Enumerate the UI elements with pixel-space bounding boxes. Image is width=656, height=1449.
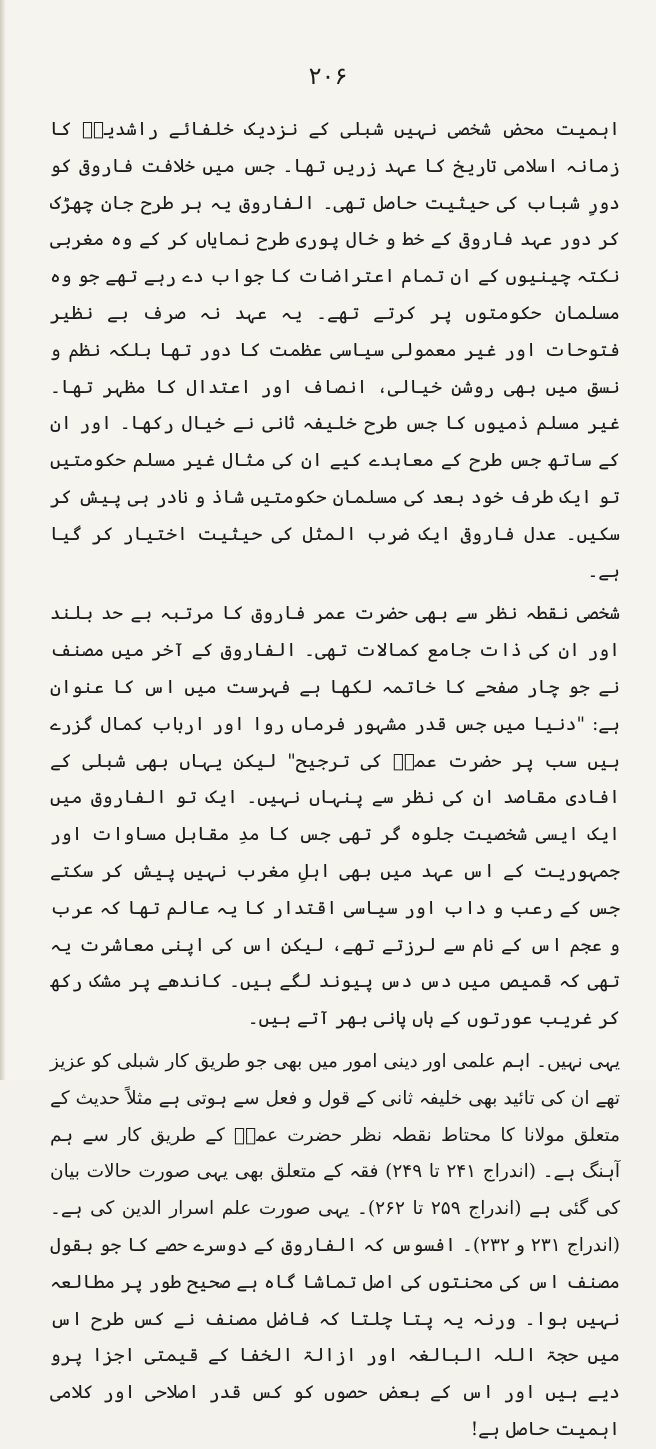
page-edge-shadow <box>0 0 6 1080</box>
paragraph-3: یہی نہیں۔ اہم علمی اور دینی امور میں بھی جو طریق کار شبلی کو عزیز تھے ان کی تائید بھی خلیفہ ثانی کے قول و فعل سے ہوتی ہے مثلاً حدیث کے متعلق مولانا کا محتاط نقطہ نظر حضرت عمرؓ کے طریق کار سے ہم آہنگ ہے۔ (اندراج ۲۴۱ تا ۲۴۹) فقہ کے متعلق بھی یہی صورت حالات بیان کی گئی ہے (اندراج ۲۵۹ تا ۲۶۲)۔ یہی صورت علم اسرار الدین کی ہے۔ (اندراج ۲۳۱ و ۲۳۲)۔ افسوس کہ الفاروق کے دوسرے حصے کا جو بقول مصنف اس کی محنتوں کی اصل تماشا گاہ ہے صحیح طور پر مطالعہ نہیں ہوا۔ ورنہ یہ پتا چلتا کہ فاضل مصنف نے کس طرح اس میں حجۃ اللہ البالغہ اور ازالۃ الخفا کے قیمتی اجزا پرو دیے ہیں اور اس کے بعض حصوں کو کس قدر اصلاحی اور کلامی اہمیت حاصل ہے! <box>50 1050 621 1440</box>
body-text <box>50 112 620 1449</box>
paragraph-2: شخصی نقطہ نظر سے بھی حضرت عمر فاروق کا مرتبہ بے حد بلند اور ان کی ذات جامع کمالات تھی۔ الفاروق کے آخر میں مصنف نے جو چار صفحے کا خاتمہ لکھا ہے فہرست میں اس کا عنوان ہے: "دنیا میں جس قدر مشہور فرماں روا اور ارباب کمال گزرے ہیں سب پر حضرت عمرؓ کی ترجیح" لیکن یہاں بھی شبلی کے افادی مقاصد ان کی نظر سے پنہاں نہیں۔ ایک تو الفاروق میں ایک ایسی شخصیت جلوہ گر تھی جس کا مدِ مقابل مساوات اور جمہوریت کے اس عہد میں بھی اہلِ مغرب نہیں پیش کر سکتے جس کے رعب و داب اور سیاسی اقتدار کا یہ عالم تھا کہ عرب و عجم اس کے نام سے لرزتے تھے، لیکن اس کی اپنی معاشرت یہ تھی کہ قمیص میں دس دس پیوند لگے ہیں۔ کاندھے پر مشک رکھ کر غریب عورتوں کے ہاں پانی بھر آتے ہیں۔ <box>50 603 620 1030</box>
page-number: ۲۰۶ <box>308 62 348 90</box>
paragraph-1: اہمیت محض شخصی نہیں شبلی کے نزدیک خلفائے راشدینؓ کا زمانہ اسلامی تاریخ کا عہد زریں تھا۔ جس میں خلافت فاروقی کو دورِ شباب کی حیثیت حاصل تھی۔ الفاروق یہ ہر طرح جان چھڑک کر دور عہد فاروقی کے خط و خال پوری طرح نمایاں کر کے وہ مغربی نکتہ چینیوں کے ان تمام اعتراضات کا جواب دے رہے تھے جو وہ مسلمان حکومتوں پر کرتے تھے۔ یہ عہد نہ صرف بے نظیر فتوحات اور غیر معمولی سیاسی عظمت کا دور تھا بلکہ نظم و نسق میں بھی روشن خیالی، انصاف اور اعتدال کا مظہر تھا۔ غیر مسلم ذمیوں کا جس طرح خلیفہ ثانی نے خیال رکھا۔ اور ان کے ساتھ جس طرح کے معاہدے کیے ان کی مثال غیر مسلم حکومتیں تو ایک طرف خود بعد کی مسلمان حکومتیں شاذ و نادر ہی پیش کر سکیں۔ عدل فاروقی ایک ضرب المثل کی حیثیت اختیار کر گیا ہے۔ <box>50 119 620 582</box>
